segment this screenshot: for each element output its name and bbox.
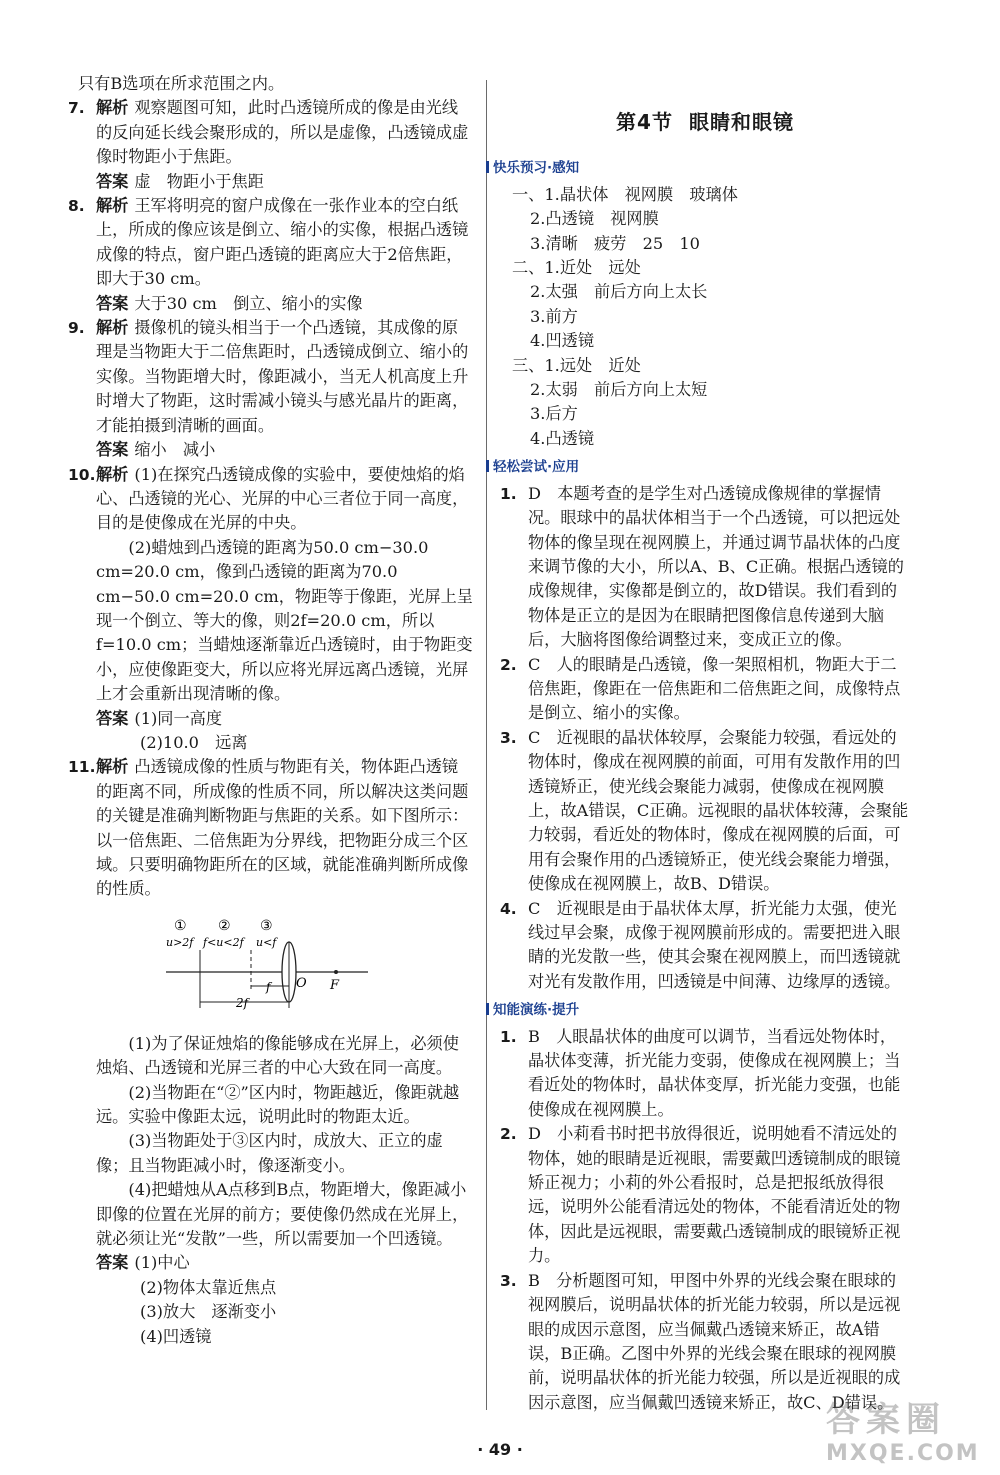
column-divider — [486, 80, 487, 1410]
item-number: 3. — [500, 728, 517, 747]
answer-label: 答案 — [96, 1253, 129, 1273]
question-11 — [68, 755, 473, 901]
focus-label: F — [330, 977, 340, 993]
item-text: B 分析题图可知，甲图中外界的光线会聚在眼球的视网膜后，说明晶状体的折光能力较弱，所以是远视眼的成因示意图，应当佩戴凸透镜来矫正，故A错误，B正确。乙图中外界的光线会聚在眼球的视网膜前，说明晶状体的折光能力较强，所以是近视眼的成因示意图，应当佩戴凹透镜来矫正，故C、D错误。 — [528, 1270, 901, 1412]
zone-1-condition: u>2f — [166, 935, 194, 949]
answer-text: (2)10.0 远离 — [140, 732, 248, 752]
watermark-url: MXQE.COM — [826, 1441, 980, 1466]
analysis-paragraph: (2)蜡烛到凸透镜的距离为50.0 cm−30.0 cm=20.0 cm，像到凸透镜的距离为70.0 cm−50.0 cm=20.0 cm，物距等于像距，光屏上呈现一个倒立、等大的像，则2f=20.0 cm，所以f=10.0 cm；当蜡烛逐渐靠近凸透镜时，由于物距变小，应使像距变大，所以应将光屏远离凸透镜，光屏上才会重新出现清晰的像。 — [96, 537, 473, 704]
try-item — [500, 482, 910, 653]
answer-label: 答案 — [96, 440, 129, 460]
preview-line: 2.凸透镜 视网膜 — [530, 209, 659, 229]
question-number: 9. — [68, 319, 85, 338]
item-number: 1. — [500, 1027, 517, 1046]
question-11-details — [68, 1032, 473, 1349]
analysis-label: 解析 — [96, 757, 129, 777]
question-number: 10. — [68, 465, 96, 484]
preview-line: 2.太弱 前后方向上太短 — [530, 380, 708, 400]
preview-line: 2.太强 前后方向上太长 — [530, 282, 708, 302]
answer-label: 答案 — [96, 708, 129, 728]
preview-line: 三、1.远处 近处 — [512, 355, 641, 375]
item-number: 1. — [500, 484, 517, 503]
item-text: C 人的眼睛是凸透镜，像一架照相机，物距大于二倍焦距，像距在一倍焦距和二倍焦距之间，成像特点是倒立、缩小的实像。 — [528, 654, 901, 723]
analysis-paragraph: (4)把蜡烛从A点移到B点，物距增大，像距减小即像的位置在光屏的前方；要使像仍然成在光屏上，就必须让光“发散”一些，所以需要加一个凹透镜。 — [96, 1180, 469, 1249]
answer-text: (1)同一高度 — [134, 708, 223, 728]
analysis-text: 观察题图可知，此时凸透镜所成的像是由光线的反向延长线会聚形成的，所以是虚像，凸透镜成虚像时物距小于焦距。 — [96, 98, 469, 167]
answer-text: 缩小 减小 — [134, 440, 216, 460]
preview-line: 4.凸透镜 — [530, 428, 595, 448]
analysis-label: 解析 — [96, 318, 129, 338]
preview-line: 3.前方 — [530, 306, 578, 326]
analysis-text: 王军将明亮的窗户成像在一张作业本的空白纸上，所成的像应该是倒立、缩小的实像，根据凸透镜成像的特点，窗户距凸透镜的距离应大于2倍焦距，即大于30 cm。 — [96, 196, 469, 289]
band-try: 轻松尝试·应用 — [486, 455, 910, 479]
lens-zone-diagram — [68, 912, 473, 1024]
question-number: 8. — [68, 197, 85, 216]
practice-item — [500, 1025, 910, 1123]
item-text: D 小莉看书时把书放得很近，说明她看不清远处的物体，她的眼睛是近视眼，需要戴凹透镜制成的眼镜矫正视力；小莉的外公看报时，总是把报纸放得很远，说明外公能看清远处的物体，不能看清近处的物体，因此是远视眼，需要戴凸透镜制成的眼镜矫正视力。 — [528, 1124, 901, 1266]
analysis-label: 解析 — [96, 464, 129, 484]
page-number: · 49 · — [477, 1440, 523, 1459]
preview-line: 4.凹透镜 — [530, 331, 595, 351]
zone-2-marker: ② — [218, 917, 231, 934]
analysis-text: (1)在探究凸透镜成像的实验中，要使烛焰的焰心、凸透镜的光心、光屏的中心三者位于同一高度，目的是使像成在光屏的中央。 — [96, 464, 469, 533]
analysis-paragraph: (3)当物距处于③区内时，成放大、正立的虚像；且当物距减小时，像逐渐变小。 — [96, 1131, 443, 1175]
item-text: D 本题考查的是学生对凸透镜成像规律的掌握情况。眼球中的晶状体相当于一个凸透镜，可以把远处物体的像呈现在视网膜上，并通过调节晶状体的凸度来调节像的大小，所以A、B、C正确。根据凸透镜的成像规律，实像都是倒立的，故D错误。我们看到的物体是正立的是因为在眼睛把图像信息传递到大脑后，大脑将图像给调整过来，变成正立的像。 — [528, 483, 904, 650]
watermark — [826, 1392, 986, 1470]
answer-text: (1)中心 — [134, 1253, 190, 1273]
question-8 — [68, 194, 473, 316]
lens-zone-figure — [68, 912, 473, 1024]
try-item — [500, 726, 910, 897]
analysis-paragraph: (2)当物距在“②”区内时，物距越近，像距就越远。实验中像距太远，说明此时的物距太近。 — [96, 1082, 460, 1127]
band-preview: 快乐预习·感知 — [486, 156, 910, 180]
try-item — [500, 653, 910, 726]
answer-text: (2)物体太靠近焦点 — [140, 1277, 277, 1297]
preview-line: 一、1.晶状体 视网膜 玻璃体 — [512, 184, 738, 204]
item-text: C 近视眼是由于晶状体太厚，折光能力太强，使光线过早会聚，成像于视网膜前形成的。需要把进入眼睛的光发散一些，使其会聚在视网膜上，而凹透镜就对光有发散作用，凹透镜是中间薄、边缘厚的透镜。 — [528, 898, 901, 991]
answer-label: 答案 — [96, 293, 129, 313]
zone-1-marker: ① — [174, 917, 187, 934]
answer-text: (3)放大 逐渐变小 — [140, 1302, 277, 1322]
analysis-label: 解析 — [96, 196, 129, 216]
focus-point — [334, 970, 338, 974]
answer-text: (4)凹透镜 — [140, 1326, 212, 1346]
preview-line: 3.清晰 疲劳 25 10 — [530, 233, 700, 253]
analysis-text: 摄像机的镜头相当于一个凸透镜，其成像的原理是当物距大于二倍焦距时，凸透镜成倒立、缩小的实像。当物距增大时，像距减小，当无人机高度上升时增大了物距，这时需减小镜头与感光晶片的距离，才能拍摄到清晰的画面。 — [96, 318, 469, 435]
analysis-text: 凸透镜成像的性质与物距有关，物体距凸透镜的距离不同，所成像的性质不同，所以解决这类问题的关键是准确判断物距与焦距的关系。如下图所示：以一倍焦距、二倍焦距为分界线，把物距分成三个区域。只要明确物距所在的区域，就能准确判断所成像的性质。 — [96, 757, 469, 899]
question-number: 7. — [68, 99, 85, 118]
f-dimension-label: f — [266, 979, 271, 994]
question-10 — [68, 463, 473, 756]
item-number: 2. — [500, 1125, 517, 1144]
item-number: 3. — [500, 1271, 517, 1290]
answer-text: 虚 物距小于焦距 — [134, 171, 264, 191]
answer-label: 答案 — [96, 171, 129, 191]
item-number: 4. — [500, 899, 517, 918]
preview-line: 3.后方 — [530, 404, 578, 424]
left-column — [68, 72, 473, 1349]
analysis-paragraph: (1)为了保证烛焰的像能够成在光屏上，必须使烛焰、凸透镜和光屏三者的中心大致在同一高度。 — [96, 1033, 459, 1078]
right-column — [493, 72, 910, 1415]
section-name: 眼睛和眼镜 — [688, 110, 794, 134]
section-title — [500, 110, 910, 134]
item-text: B 人眼晶状体的曲度可以调节，当看远处物体时，晶状体变薄，折光能力变弱，使像成在视网膜上；当看近处的物体时，晶状体变厚，折光能力变强，也能使像成在视网膜上。 — [528, 1026, 901, 1119]
zone-3-condition: u<f — [256, 935, 277, 949]
question-7 — [68, 96, 473, 194]
section-number: 第4节 — [616, 110, 673, 134]
lead-line: 只有B选项在所求范围之内。 — [78, 74, 285, 93]
item-text: C 近视眼的晶状体较厚，会聚能力较强，看远处的物体时，像成在视网膜的前面，可用有发散作用的凹透镜矫正，使光线会聚能力减弱，使像成在视网膜上，故A错误，C正确。远视眼的晶状体较薄，会聚能力较弱，看近处的物体时，像成在视网膜的后面，可用有会聚作用的凸透镜矫正，使光线会聚能力增强，使像成在视网膜上，故B、D错误。 — [528, 727, 909, 894]
preview-line: 二、1.近处 远处 — [512, 258, 641, 278]
analysis-label: 解析 — [96, 98, 129, 118]
question-9 — [68, 316, 473, 462]
practice-item — [500, 1122, 910, 1268]
watermark-logo: 答案圈 — [826, 1400, 946, 1440]
zone-2-condition: f<u<2f — [203, 935, 244, 949]
optical-center-label: O — [296, 975, 307, 991]
2f-dimension-label: 2f — [236, 995, 249, 1010]
item-number: 2. — [500, 655, 517, 674]
answer-text: 大于30 cm 倒立、缩小的实像 — [134, 293, 363, 313]
zone-3-marker: ③ — [260, 917, 273, 934]
band-practice: 知能演练·提升 — [486, 998, 910, 1022]
try-item — [500, 897, 910, 995]
question-number: 11. — [68, 758, 96, 777]
